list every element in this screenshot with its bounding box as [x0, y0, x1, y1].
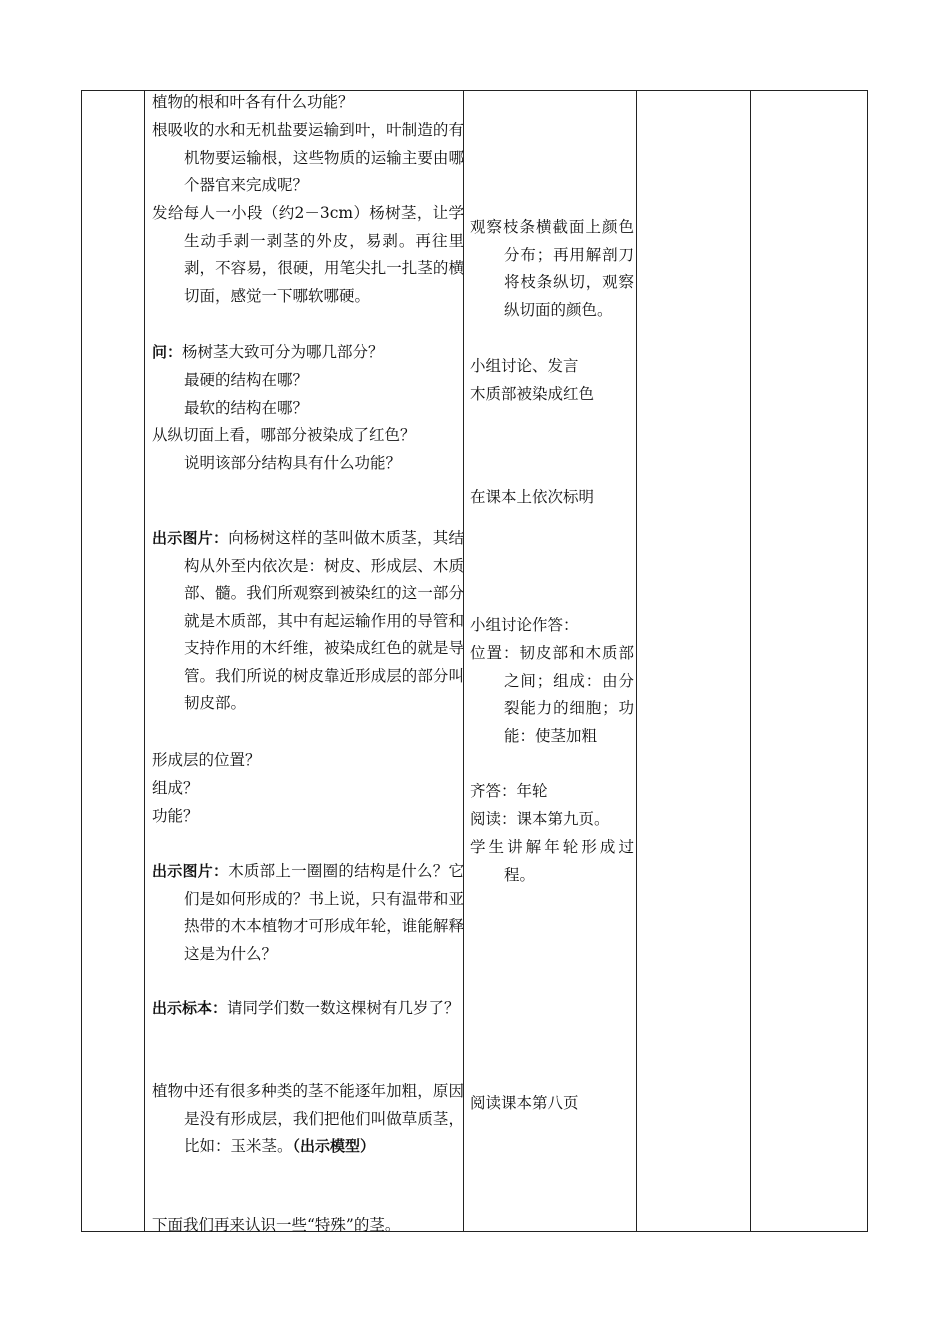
column-divider	[636, 91, 637, 1231]
text-paragraph: 发给每人一小段（约2－3cm）杨树茎，让学生动手剥一剥茎的外皮，易剥。再往里剥，不容易，很硬，用笔尖扎一扎茎的横切面，感觉一下哪软哪硬。	[152, 204, 464, 305]
question-text: 杨树茎大致可分为哪几部分？	[182, 343, 384, 361]
show-picture-label: 出示图片：	[152, 529, 229, 547]
text-paragraph: 观察枝条横截面上颜色分布；再用解剖刀将枝条纵切，观察纵切面的颜色。	[470, 218, 634, 319]
text-paragraph: 从纵切面上看，哪部分被染成了红色？	[152, 426, 416, 444]
text-paragraph: 齐答：年轮	[470, 782, 548, 800]
lesson-table	[81, 90, 868, 1232]
paragraph-text: 植物中还有很多种类的茎不能逐年加粗，原因是没有形成层，我们把他们叫做草质茎，比如：玉米茎。	[152, 1082, 464, 1155]
text-paragraph: 组成？	[152, 779, 199, 797]
show-specimen-label: 出示标本：	[152, 999, 228, 1017]
text-paragraph	[152, 1078, 464, 1161]
text-paragraph	[152, 858, 464, 968]
text-paragraph: 根吸收的水和无机盐要运输到叶，叶制造的有机物要运输根，这些物质的运输主要由哪个器官来完成呢？	[152, 121, 464, 194]
text-paragraph: 木质部被染成红色	[470, 385, 595, 403]
text-paragraph	[152, 525, 464, 718]
paragraph-text: 请同学们数一数这棵树有几岁了？	[227, 999, 460, 1017]
text-paragraph: 阅读：课本第九页。	[470, 810, 610, 828]
show-picture-label: 出示图片：	[152, 862, 229, 880]
text-paragraph: 植物的根和叶各有什么功能？	[152, 93, 354, 111]
question-line: 最软的结构在哪？	[184, 399, 309, 417]
text-paragraph: 阅读课本第八页	[470, 1094, 579, 1112]
text-paragraph: 功能？	[152, 807, 199, 825]
question-line: 最硬的结构在哪？	[184, 371, 309, 389]
text-paragraph: 学生讲解年轮形成过程。	[470, 838, 634, 884]
text-paragraph: 说明该部分结构具有什么功能？	[184, 454, 402, 472]
text-paragraph: 下面我们再来认识一些“特殊”的茎。	[152, 1216, 401, 1234]
text-paragraph: 在课本上依次标明	[470, 488, 595, 506]
text-paragraph: 小组讨论、发言	[470, 357, 579, 375]
paragraph-text: 木质部上一圈圈的结构是什么？它们是如何形成的？书上说，只有温带和亚热带的木本植物才可形成年轮，谁能解释这是为什么？	[184, 862, 464, 963]
text-paragraph: 形成层的位置？	[152, 751, 261, 769]
question-line	[152, 339, 464, 367]
question-label: 问：	[152, 343, 183, 361]
text-paragraph: 小组讨论作答：	[470, 616, 579, 634]
column-divider	[144, 91, 145, 1231]
paragraph-text: 向杨树这样的茎叫做木质茎，其结构从外至内依次是：树皮、形成层、木质部、髓。我们所观察到被染红的这一部分就是木质部，其中有起运输作用的导管和支持作用的木纤维，被染成红色的就是导管。我们所说的树皮靠近形成层的部分叫韧皮部。	[184, 529, 464, 712]
text-paragraph	[152, 995, 464, 1023]
text-paragraph: 位置：韧皮部和木质部之间；组成：由分裂能力的细胞；功能：使茎加粗	[470, 644, 634, 745]
show-model-label: （出示模型）	[292, 1137, 376, 1155]
column-divider	[750, 91, 751, 1231]
